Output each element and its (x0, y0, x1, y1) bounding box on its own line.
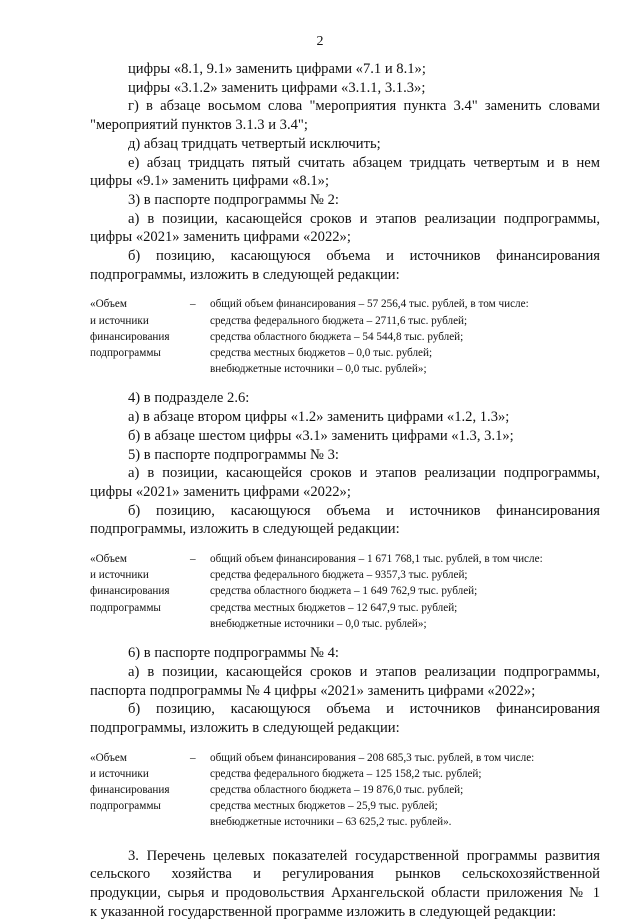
table-value-line: общий объем финансирования – 57 256,4 тыс. рублей, в том числе: (210, 298, 529, 311)
paragraph-line: 6) в паспорте подпрограммы № 4: (128, 645, 339, 662)
financing-table-subprogram-4 (90, 750, 600, 831)
table-dash: – (190, 553, 196, 566)
table-label: финансирования (90, 330, 170, 343)
financing-table-subprogram-3 (90, 551, 600, 632)
paragraph-line: "мероприятий пунктов 3.1.3 и 3.4"; (90, 117, 308, 134)
paragraph-line: 3. Перечень целевых показателей государственной программы развития (128, 847, 600, 864)
table-label: и источники (90, 314, 149, 327)
paragraph-line: продукции, сырья и продовольствия Архангельской области приложения № 1 (90, 885, 600, 902)
paragraph-line: а) в абзаце втором цифры «1.2» заменить цифрами «1.2, 1.3»; (128, 409, 510, 426)
table-label: «Объем (90, 553, 127, 566)
table-dash: – (190, 751, 196, 764)
paragraph-line: д) абзац тридцать четвертый исключить; (128, 135, 381, 152)
table-value-line: средства местных бюджетов – 25,9 тыс. рублей; (210, 800, 438, 813)
table-label-column (90, 750, 190, 831)
paragraph-line: 5) в паспорте подпрограммы № 3: (128, 446, 339, 463)
paragraph-line: б) в абзаце шестом цифры «3.1» заменить цифрами «1.3, 3.1»; (128, 427, 514, 444)
paragraph-line: 4) в подразделе 2.6: (128, 390, 250, 407)
table-value-line: общий объем финансирования – 208 685,3 тыс. рублей, в том числе: (210, 751, 535, 764)
table-label: подпрограммы (90, 601, 161, 614)
paragraph-line: б) позицию, касающуюся объема и источников финансирования (128, 502, 600, 519)
table-label: «Объем (90, 298, 127, 311)
paragraph-line: а) в позиции, касающейся сроков и этапов реализации подпрограммы, (128, 663, 600, 680)
table-label: и источники (90, 569, 149, 582)
table-value-line: средства областного бюджета – 1 649 762,9 тыс. рублей; (210, 585, 478, 598)
table-value-line: средства федерального бюджета – 9357,3 тыс. рублей; (210, 569, 468, 582)
paragraph-line: цифры «8.1, 9.1» заменить цифрами «7.1 и 8.1»; (128, 61, 426, 77)
financing-table-subprogram-2 (90, 296, 600, 377)
table-values (210, 296, 600, 377)
table-value-line: общий объем финансирования – 1 671 768,1 тыс. рублей, в том числе: (210, 553, 543, 566)
table-label-column (90, 296, 190, 377)
paragraph-line: е) абзац тридцать пятый считать абзацем тридцать четвертым и в нем (128, 154, 600, 171)
table-value-line: средства местных бюджетов – 0,0 тыс. рублей; (210, 347, 433, 360)
table-values (210, 551, 600, 632)
section-3-paragraph (90, 847, 600, 921)
paragraph-line: паспорта подпрограммы № 4 цифры «2021» заменить цифрами «2022»; (90, 682, 536, 699)
table-label: финансирования (90, 585, 170, 598)
table-value-line: средства федерального бюджета – 2711,6 тыс. рублей; (210, 314, 468, 327)
paragraph-line: сельского хозяйства и регулирования рынков сельскохозяйственной (90, 866, 600, 883)
paragraph-line: цифры «3.1.2» заменить цифрами «3.1.1, 3.1.3»; (128, 79, 426, 96)
table-value-line: внебюджетные источники – 0,0 тыс. рублей»; (210, 363, 427, 376)
table-label: и источники (90, 767, 149, 780)
paragraph-line: цифры «9.1» заменить цифрами «8.1»; (90, 173, 330, 190)
table-value-line: средства местных бюджетов – 12 647,9 тыс. рублей; (210, 601, 458, 614)
table-value-line: внебюджетные источники – 0,0 тыс. рублей»; (210, 617, 427, 630)
table-label-column (90, 551, 190, 632)
table-label: подпрограммы (90, 800, 161, 813)
paragraph-line: подпрограммы, изложить в следующей редакции: (90, 719, 400, 736)
document-body (90, 60, 600, 921)
page-number: 2 (316, 34, 324, 49)
table-value-line: средства федерального бюджета – 125 158,2 тыс. рублей; (210, 767, 482, 780)
paragraph-line: к указанной государственной программе изложить в следующей редакции: (90, 903, 557, 920)
paragraph-line: 3) в паспорте подпрограммы № 2: (128, 191, 339, 208)
table-value-line: средства областного бюджета – 54 544,8 тыс. рублей; (210, 330, 464, 343)
table-label: подпрограммы (90, 347, 161, 360)
paragraph-line: а) в позиции, касающейся сроков и этапов реализации подпрограммы, (128, 465, 600, 482)
paragraph-line: а) в позиции, касающейся сроков и этапов реализации подпрограммы, (128, 210, 600, 227)
paragraph-line: б) позицию, касающуюся объема и источников финансирования (128, 248, 600, 265)
table-label: «Объем (90, 751, 127, 764)
paragraph-line: цифры «2021» заменить цифрами «2022»; (90, 483, 351, 500)
table-value-line: средства областного бюджета – 19 876,0 тыс. рублей; (210, 784, 464, 797)
paragraph-line: б) позицию, касающуюся объема и источников финансирования (128, 701, 600, 718)
paragraph-line: цифры «2021» заменить цифрами «2022»; (90, 229, 351, 246)
paragraph-line: подпрограммы, изложить в следующей редакции: (90, 266, 400, 283)
paragraph-line: г) в абзаце восьмом слова "мероприятия пункта 3.4" заменить словами (128, 98, 600, 115)
paragraph-line: подпрограммы, изложить в следующей редакции: (90, 521, 400, 538)
table-label: финансирования (90, 784, 170, 797)
table-dash: – (190, 298, 196, 311)
table-value-line: внебюджетные источники – 63 625,2 тыс. рублей». (210, 816, 452, 829)
table-values (210, 750, 600, 831)
